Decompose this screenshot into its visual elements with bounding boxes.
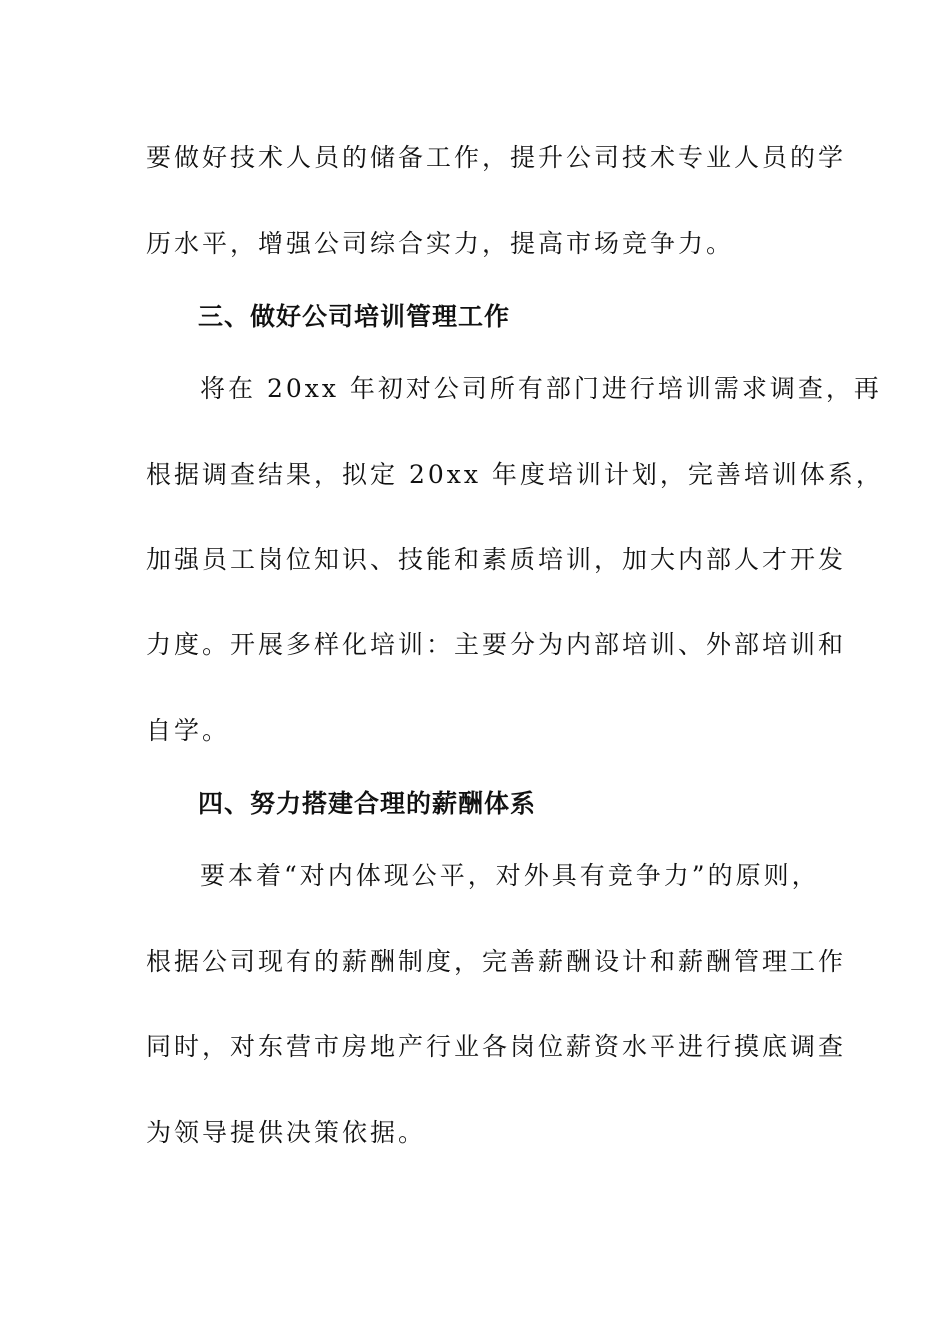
paragraph-line: 加强员工岗位知识、技能和素质培训，加大内部人才开发 <box>146 545 847 574</box>
paragraph-line: 要做好技术人员的储备工作，提升公司技术专业人员的学 <box>146 143 847 172</box>
paragraph-line: 要本着“对内体现公平，对外具有竞争力”的原则， <box>200 861 820 890</box>
paragraph-line: 根据调查结果，拟定 20xx 年度培训计划，完善培训体系， <box>146 460 884 489</box>
section-heading-salary: 四、努力搭建合理的薪酬体系 <box>198 789 537 818</box>
paragraph-line: 为领导提供决策依据。 <box>146 1118 427 1147</box>
paragraph-line: 力度。开展多样化培训：主要分为内部培训、外部培训和 <box>146 630 847 659</box>
paragraph-line: 历水平，增强公司综合实力，提高市场竞争力。 <box>146 229 735 258</box>
paragraph-line: 根据公司现有的薪酬制度，完善薪酬设计和薪酬管理工作 <box>146 947 847 976</box>
paragraph-line: 同时，对东营市房地产行业各岗位薪资水平进行摸底调查 <box>146 1032 847 1061</box>
section-heading-training: 三、做好公司培训管理工作 <box>198 302 511 331</box>
paragraph-line: 将在 20xx 年初对公司所有部门进行培训需求调查，再 <box>200 374 882 403</box>
paragraph-line: 自学。 <box>146 716 231 745</box>
